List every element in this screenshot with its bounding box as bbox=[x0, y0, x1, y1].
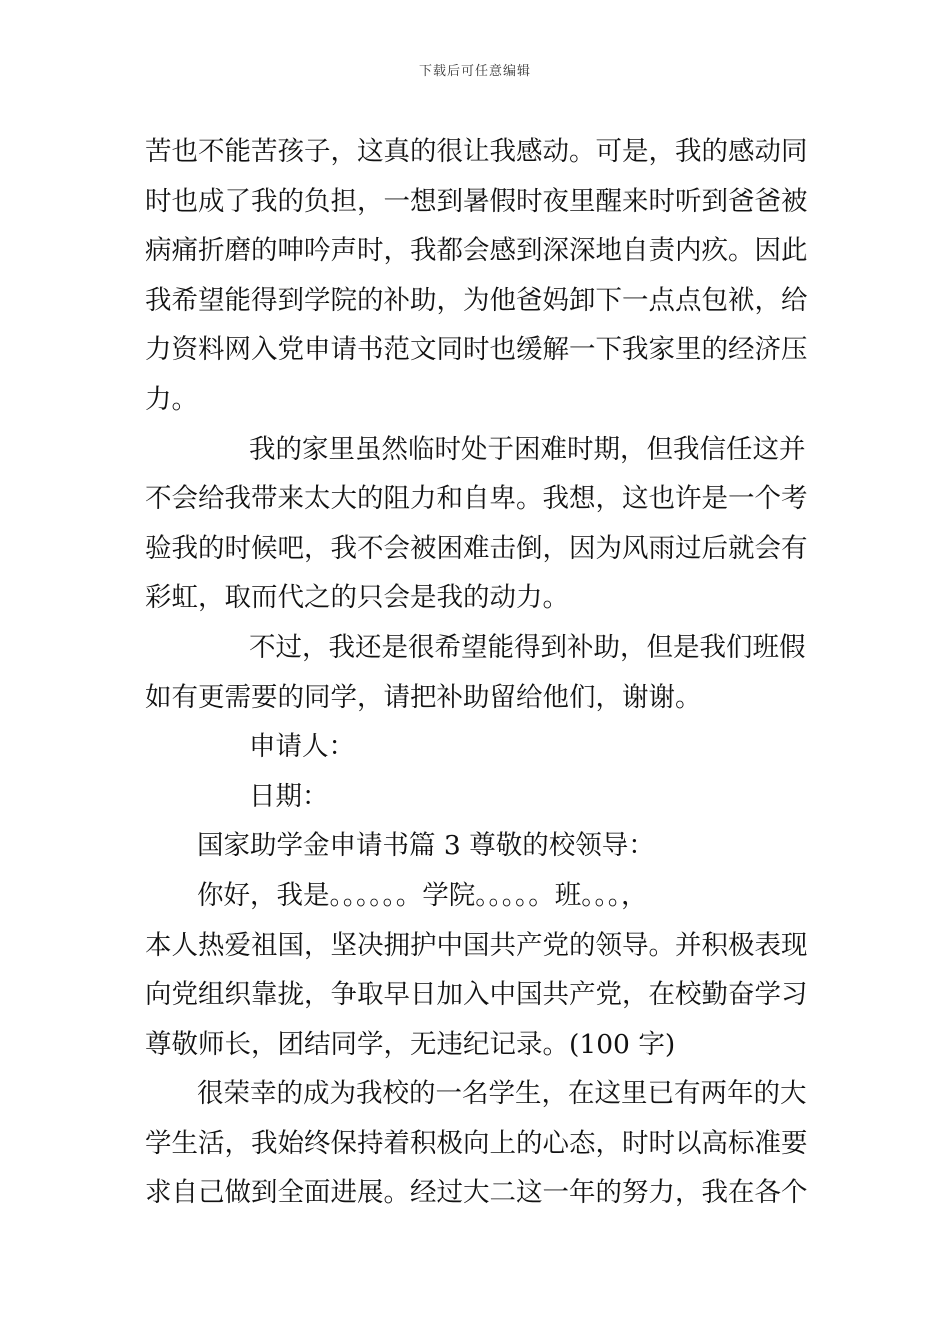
page-header: 下载后可任意编辑 bbox=[418, 64, 531, 79]
text-line: 向党组织靠拢，争取早日加入中国共产党，在校勤奋学习 bbox=[145, 979, 808, 1011]
text-line: 如有更需要的同学，请把补助留给他们，谢谢。 bbox=[145, 681, 702, 713]
paragraph-start-line: 我的家里虽然临时处于困难时期，但我信任这并 bbox=[249, 433, 806, 465]
text-line: 求自己做到全面进展。经过大二这一年的努力，我在各个 bbox=[145, 1177, 808, 1209]
text-line: 本人热爱祖国，坚决拥护中国共产党的领导。并积极表现 bbox=[145, 929, 808, 961]
text-line: 尊敬师长，团结同学，无违纪记录。(100 字) bbox=[145, 1028, 676, 1060]
text-line: 不会给我带来太大的阻力和自卑。我想，这也许是一个考 bbox=[145, 483, 808, 515]
text-line: 力。 bbox=[145, 383, 198, 415]
text-line: 力资料网入党申请书范文同时也缓解一下我家里的经济压 bbox=[145, 334, 808, 366]
paragraph-start-line: 你好，我是。。。。。。学院。。。。。班。。。， bbox=[197, 879, 648, 911]
date-label: 日期： bbox=[249, 780, 329, 812]
text-line: 时也成了我的负担，一想到暑假时夜里醒来时听到爸爸被 bbox=[145, 185, 808, 217]
text-line: 彩虹，取而代之的只会是我的动力。 bbox=[145, 582, 569, 614]
text-line: 病痛折磨的呻吟声时，我都会感到深深地自责内疚。因此 bbox=[145, 235, 808, 267]
text-line: 苦也不能苦孩子，这真的很让我感动。可是，我的感动同 bbox=[145, 136, 808, 167]
text-line: 验我的时候吧，我不会被困难击倒，因为风雨过后就会有 bbox=[145, 532, 808, 564]
section-title-line: 国家助学金申请书篇 3 尊敬的校领导： bbox=[197, 830, 655, 862]
text-line: 学生活，我始终保持着积极向上的心态，时时以高标准要 bbox=[145, 1127, 808, 1159]
paragraph-start-line: 不过，我还是很希望能得到补助，但是我们班假 bbox=[249, 631, 806, 663]
text-line: 我希望能得到学院的补助，为他爸妈卸下一点点包袱，给 bbox=[145, 284, 808, 316]
document-body bbox=[145, 127, 810, 1218]
paragraph-start-line: 很荣幸的成为我校的一名学生，在这里已有两年的大 bbox=[197, 1078, 807, 1110]
applicant-label: 申请人： bbox=[249, 731, 355, 763]
